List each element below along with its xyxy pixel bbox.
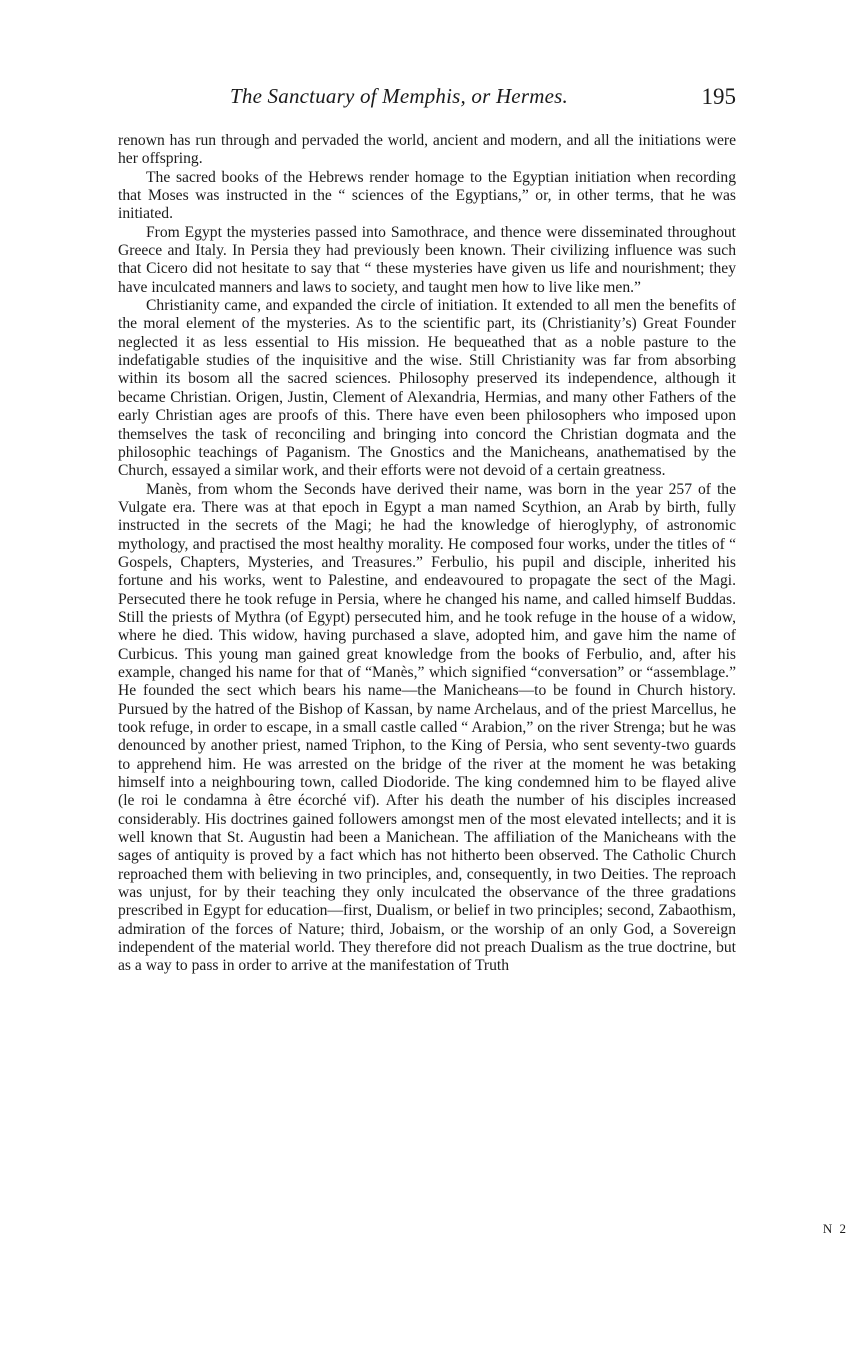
signature-mark: N 2: [822, 1221, 848, 1236]
paragraph-5: Manès, from whom the Seconds have derived their name, was born in the year 257 of the Vulgate era. There was at that epoch in Egypt a man named Scythion, an Arab by birth, fully instructed in the secrets of the Magi; he had the knowledge of hieroglyphy, of astronomic mythology, and practised the most healthy morality. He composed four works, under the titles of “ Gospels, Chapters, Mysteries, and Treasures.” Ferbulio, his pupil and disciple, inherited his fortune and his works, went to Palestine, and endeavoured to propagate the sect of the Magi. Persecuted there he took refuge in Persia, where he changed his name, and called himself Buddas. Still the priests of Mythra (of Egypt) persecuted him, and he took refuge in the house of a widow, where he died. This widow, having purchased a slave, adopted him, and gave him the name of Curbicus. This young man gained great knowledge from the books of Ferbulio, and, after his example, changed his name for that of “Manès,” which signified “conversation” or “assemblage.” He founded the sect which bears his name—the Manicheans—to be found in Church history. Pursued by the hatred of the Bishop of Kassan, by name Archelaus, and of the priest Marcellus, he took refuge, in order to escape, in a small castle called “ Arabion,” on the river Strenga; but he was denounced by another priest, named Triphon, to the King of Persia, who sent seventy-two guards to apprehend him. He was arrested on the bridge of the river at the moment he was betaking himself into a neighbouring town, called Diodoride. The king condemned him to be flayed alive (le roi le condamna à être écorché vif). After his death the number of his disciples increased considerably. His doctrines gained followers amongst men of the most elevated intellects; and it is well known that St. Augustin had been a Manichean. The affiliation of the Manicheans with the sages of antiquity is proved by a fact which has not hitherto been observed. The Catholic Church reproached them with believing in two principles, and, consequently, in two Deities. The reproach was unjust, for by their teaching they only inculcated the observance of the three gradations prescribed in Egypt for education—first, Dualism, or belief in two principles; second, Zabaothism, admiration of the forces of Nature; third, Jobaism, or the worship of an only God, a Sovereign independent of the material world. They therefore did not preach Dualism as the true doctrine, but as a way to pass in order to arrive at the manifestation of Truth: [118, 480, 736, 975]
paragraph-3: From Egypt the mysteries passed into Samothrace, and thence were disseminated throughout Greece and Italy. In Persia they had previously been known. Their civilizing influence was such that Cicero did not hesitate to say that “ these mysteries have given us life and nourishment; they have inculcated manners and laws to society, and taught men how to live like men.”: [118, 223, 736, 296]
paragraph-4: Christianity came, and expanded the circle of initiation. It extended to all men the benefits of the moral element of the mysteries. As to the scientific part, its (Christianity’s) Great Founder neglected it as less essential to His mission. He bequeathed that as a noble pasture to the indefatigable studies of the inquisitive and the wise. Still Christianity was far from absorbing within its bosom all the sacred sciences. Philosophy preserved its independence, although it became Christian. Origen, Justin, Clement of Alexandria, Hermias, and many other Fathers of the early Christian ages are proofs of this. There have even been philosophers who imposed upon themselves the task of reconciling and bringing into concord the Christian dogmata and the philosophic teachings of Paganism. The Gnostics and the Manicheans, anathematised by the Church, essayed a similar work, and their efforts were not devoid of a certain greatness.: [118, 297, 736, 480]
page-number: 195: [701, 84, 736, 109]
running-head: [118, 84, 736, 120]
page: [118, 84, 736, 976]
running-title: The Sanctuary of Memphis, or Hermes.: [230, 84, 568, 108]
paragraph-1: renown has run through and pervaded the world, ancient and modern, and all the initiations were her offspring.: [118, 132, 736, 168]
paragraph-2: The sacred books of the Hebrews render homage to the Egyptian initiation when recording that Moses was instructed in the “ sciences of the Egyptians,” or, in other terms, that he was initiated.: [118, 168, 736, 223]
body-text: [118, 132, 736, 976]
